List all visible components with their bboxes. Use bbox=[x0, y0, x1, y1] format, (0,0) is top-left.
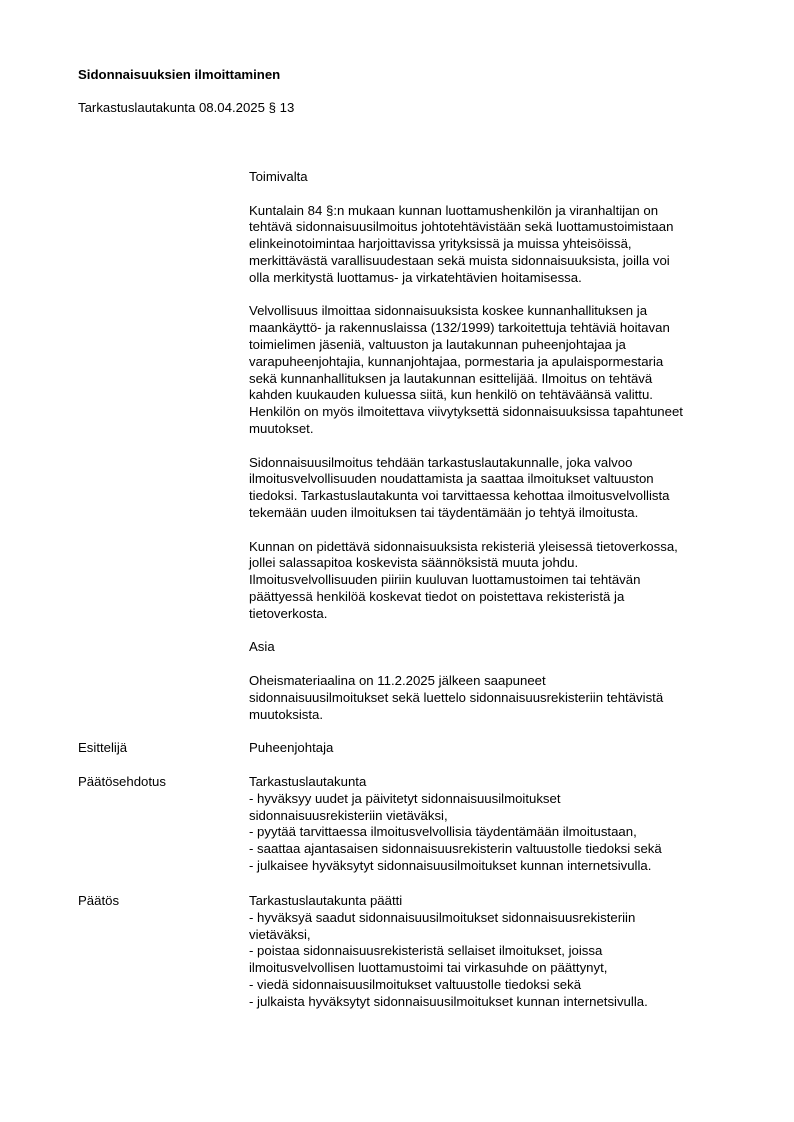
proposal-label: Päätösehdotus bbox=[78, 774, 166, 789]
paragraph: Sidonnaisuusilmoitus tehdään tarkastuslautakunnalle, joka valvoo ilmoitusvelvollisuuden noudattamista ja saattaa ilmoitukset valtuuston tiedoksi. Tarkastuslautakunta voi tarvittaessa kehottaa ilmoitusvelvollista tekemään uuden ilmoituksen tai täydentämään jo tehtyä ilmoitusta. bbox=[249, 454, 670, 520]
meeting-reference: Tarkastuslautakunta 08.04.2025 § 13 bbox=[78, 100, 295, 115]
decision-label: Päätös bbox=[78, 893, 120, 908]
matter-text: Oheismateriaalina on 11.2.2025 jälkeen saapuneet sidonnaisuusilmoitukset sekä luettelo sidonnaisuusrekisteriin tehtävistä muutoksista. bbox=[249, 672, 664, 722]
paragraph: Velvollisuus ilmoittaa sidonnaisuuksista koskee kunnanhallituksen ja maankäyttö- ja rakennuslaissa (132/1999) tarkoitettuja tehtäviä hoitavan toimielimen jäseniä, valtuuston ja lautakunnan puheenjohtajaa ja varapuheenjohtajia, kunnanjohtajaa, pormestaria ja apulaispormestaria sekä kunnanhallituksen ja lautakunnan esittelijää. Ilmoitus on tehtävä kahden kuukauden kuluessa siitä, kun henkilö on tehtäväänsä valittu. Henkilön on myös ilmoitettava viivytyksettä sidonnaisuuksissa tapahtuneet muutokset. bbox=[249, 303, 683, 436]
presenter-value: Puheenjohtaja bbox=[249, 740, 334, 755]
proposal-text: Tarkastuslautakunta - hyväksyy uudet ja päivitetyt sidonnaisuusilmoitukset sidonnaisuusrekisteriin vietäväksi, - pyytää tarvittaessa ilmoitusvelvollisia täydentämään ilmoitustaan, - saattaa ajantasaisen sidonnaisuusrekisterin valtuustolle tiedoksi sekä - julkaisee hyväksytyt sidonnaisuusilmoitukset kunnan internetsivulla. bbox=[249, 774, 662, 873]
page-title: Sidonnaisuuksien ilmoittaminen bbox=[78, 67, 281, 82]
matter-heading: Asia bbox=[249, 639, 275, 655]
presenter-label: Esittelijä bbox=[78, 740, 128, 755]
competence-heading: Toimivalta bbox=[249, 169, 308, 184]
paragraph: Kuntalain 84 §:n mukaan kunnan luottamushenkilön ja viranhaltijan on tehtävä sidonnaisuusilmoitus johtotehtävistään sekä luottamustoimistaan elinkeinotoimintaa harjoittavissa yrityksissä ja muissa yhteisöissä, merkittävästä varallisuudestaan sekä muista sidonnaisuuksista, joilla voi olla merkitystä luottamus- ja virkatehtävien hoitamisessa. bbox=[249, 202, 674, 285]
main-content bbox=[249, 169, 749, 723]
paragraph: Kunnan on pidettävä sidonnaisuuksista rekisteriä yleisessä tietoverkossa, jollei salassapitoa koskevista säännöksistä muuta johdu. Ilmoitusvelvollisuuden piiriin kuuluvan luottamustoimen tai tehtävän päättyessä henkilöä koskevat tiedot on poistettava rekisteristä ja tietoverkosta. bbox=[249, 538, 678, 621]
decision-text: Tarkastuslautakunta päätti - hyväksyä saadut sidonnaisuusilmoitukset sidonnaisuusrekisteriin vietäväksi, - poistaa sidonnaisuusrekisteristä sellaiset ilmoitukset, joissa ilmoitusvelvollisen luottamustoimi tai virkasuhde on päättynyt, - viedä sidonnaisuusilmoitukset valtuustolle tiedoksi sekä - julkaista hyväksytyt sidonnaisuusilmoitukset kunnan internetsivulla. bbox=[249, 893, 648, 1009]
